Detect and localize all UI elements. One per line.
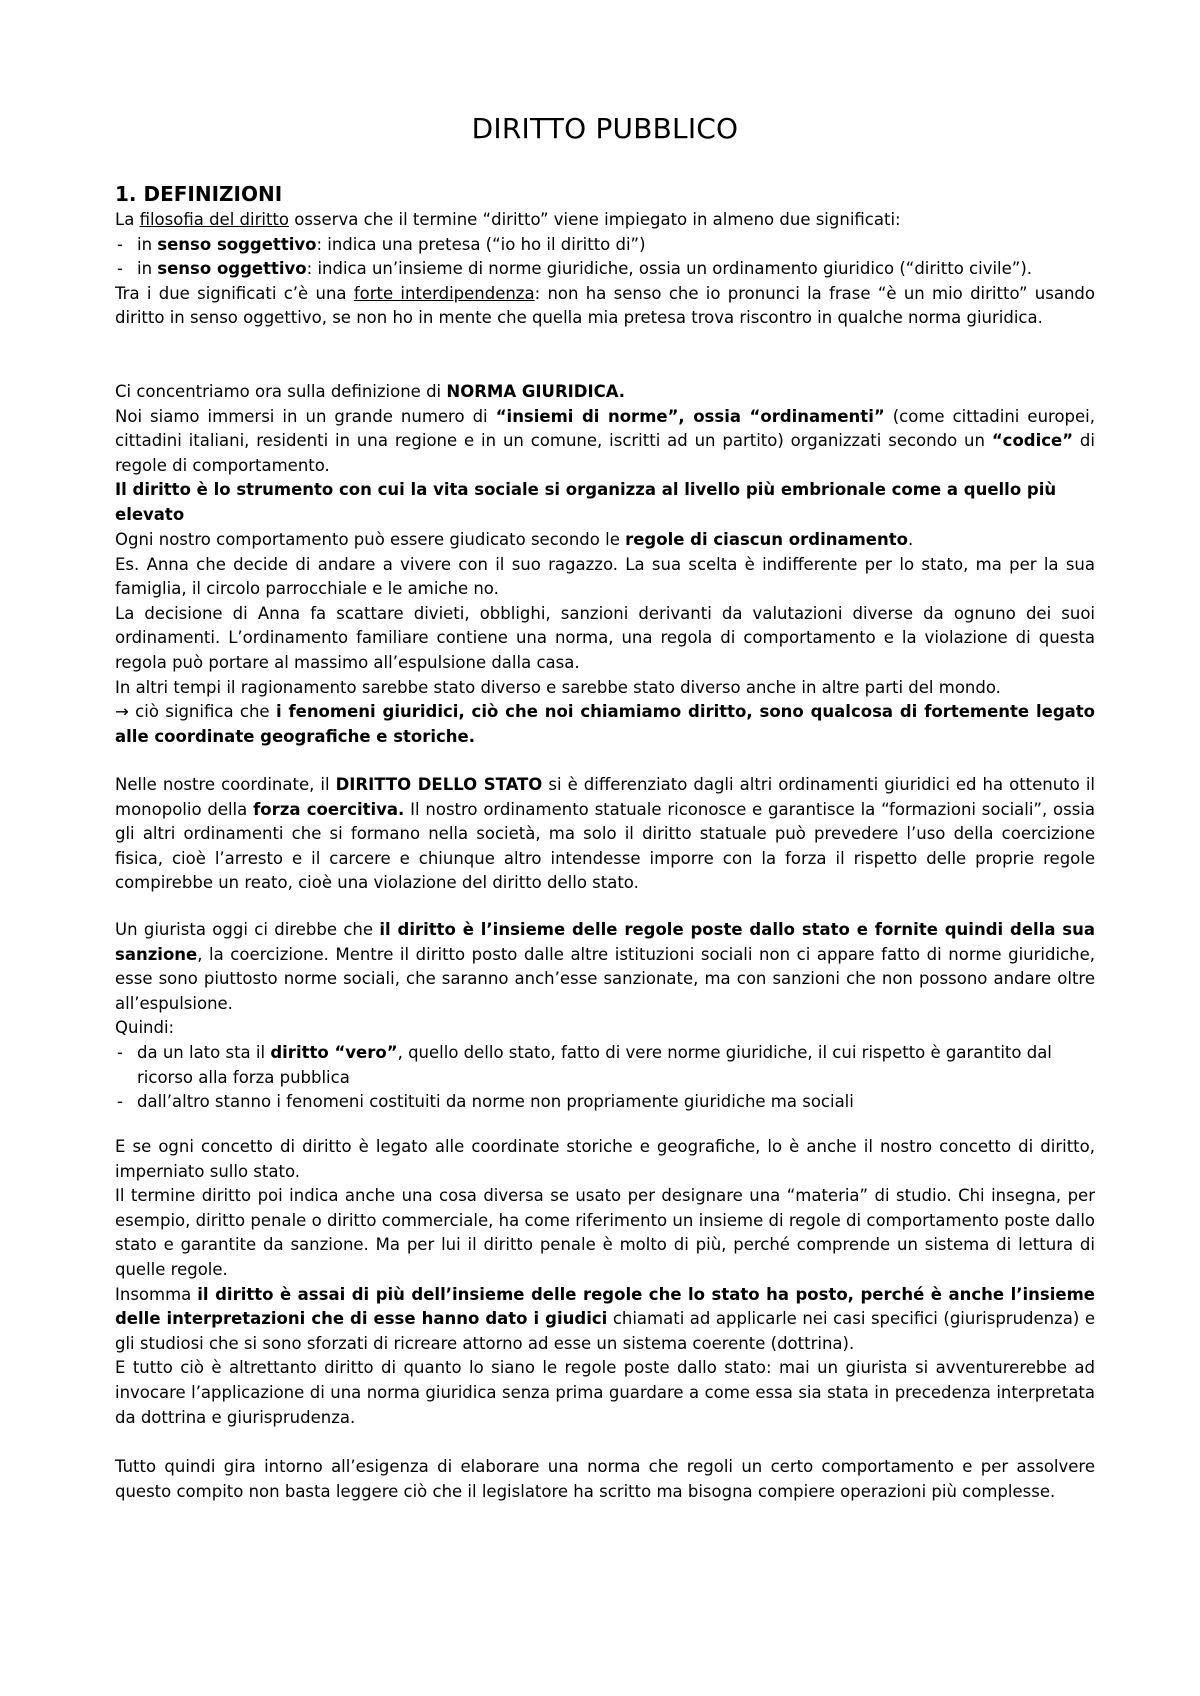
list-item: - in senso soggettivo: indica una pretesa (“io ho il diritto di”)	[115, 233, 1095, 258]
intro-paragraph: La filosofia del diritto osserva che il termine “diritto” viene impiegato in almeno due significati:	[115, 210, 901, 229]
list-item: - dall’altro stanno i fenomeni costituiti da norme non propriamente giuridiche ma sociali	[115, 1090, 1095, 1115]
paragraph-conclusione: Tutto quindi gira intorno all’esigenza di elaborare una norma che regoli un certo comportamento e per assolvere questo compito non basta leggere ciò che il legislatore ha scritto ma bisogna compiere operazioni più complesse.	[115, 1457, 1095, 1501]
key-statement: Il diritto è lo strumento con cui la vita sociale si organizza al livello più embrionale come a quello più elevato	[115, 480, 1057, 524]
paragraph-giurista: Un giurista oggi ci direbbe che il diritto è l’insieme delle regole poste dallo stato e fornite quindi della sua sanzione, la coercizione. Mentre il diritto posto dalle altre istituzioni sociali non ci appare fatto di norme giuridiche, esse sono piuttosto norme sociali, che saranno anch’esse sanzionate, ma con sanzioni che non possono andare oltre all’espulsione. Quindi: - da un lato sta il diritto “vero”, quello dello stato, fatto di vere norme giuridiche, il cui rispetto è garantito dal ricorso alla forza pubblica - dall’altro stanno i fenomeni costituiti da norme non propriamente giuridiche ma sociali	[115, 918, 1095, 1115]
section-heading: 1. DEFINIZIONI	[115, 182, 283, 206]
paragraph-norma-giuridica: Ci concentriamo ora sulla definizione di NORMA GIURIDICA. Noi siamo immersi in un grande numero di “insiemi di norme”, ossia “ordinamenti” (come cittadini europei, cittadini italiani, residenti in una regione e in un comune, iscritti ad un partito) organizzati secondo un “codice” di regole di comportamento. Il diritto è lo strumento con cui la vita sociale si organizza al livello più embrionale come a quello più elevato	[115, 382, 1096, 524]
paragraph-diritto-stato: Nelle nostre coordinate, il DIRITTO DELLO STATO si è differenziato dagli altri ordinamenti giuridici ed ha ottenuto il monopolio della forza coercitiva. Il nostro ordinamento statuale riconosce e garantisce la “formazioni sociali”, ossia gli altri ordinamenti che si formano nella società, ma solo il diritto statuale può prevedere l’uso della coercizione fisica, cioè l’arresto e il carcere e chiunque altro intendesse imporre con la forza il rispetto delle proprie regole compirebbe un reato, cioè una violazione del diritto dello stato.	[115, 775, 1096, 893]
interdependence-paragraph: Tra i due significati c’è una forte interdipendenza: non ha senso che io pronunci la frase “è un mio diritto” usando diritto in senso oggettivo, se non ho in mente che quella mia pretesa trova riscontro in qualche norma giuridica.	[115, 283, 1095, 328]
underlined-term: forte interdipendenza	[353, 283, 535, 303]
page-title: DIRITTO PUBBLICO	[471, 112, 739, 145]
paragraph-concetto-diritto: E se ogni concetto di diritto è legato alle coordinate storiche e geografiche, lo è anche il nostro concetto di diritto, imperniato sullo stato. Il termine diritto poi indica anche una cosa diversa se usato per designare una “materia” di studio. Chi insegna, per esempio, diritto penale o diritto commerciale, ha come riferimento un insieme di regole di comportamento poste dallo stato e garantite da sanzione. Ma per lui il diritto penale è molto di più, perché comprende un sistema di lettura di quelle regole. Insomma il diritto è assai di più dell’insieme delle regole che lo stato ha posto, perché è anche l’insieme delle interpretazioni che di esse hanno dato i giudici chiamati ad applicarle nei casi specifici (giurisprudenza) e gli studiosi che si sono sforzati di ricreare attorno ad esse un sistema coerente (dottrina). E tutto ciò è altrettanto diritto di quanto lo siano le regole poste dallo stato: mai un giurista si avventurerebbe ad invocare l’applicazione di una norma giuridica senza prima guardare a come essa sia stata in precedenza interpretata da dottrina e giurisprudenza.	[115, 1137, 1095, 1427]
paragraph-anna-example: Ogni nostro comportamento può essere giudicato secondo le regole di ciascun ordinamento. Es. Anna che decide di andare a vivere con il suo ragazzo. La sua scelta è indifferente per lo stato, ma per la sua famiglia, il circolo parrocchiale e le amiche no. La decisione di Anna fa scattare divieti, obblighi, sanzioni derivanti da valutazioni diverse da ognuno dei suoi ordinamenti. L’ordinamento familiare contiene una norma, una regola di comportamento e la violazione di questa regola può portare al massimo all’espulsione dalla casa. In altri tempi il ragionamento sarebbe stato diverso e sarebbe stato diverso anche in altre parti del mondo. → ciò significa che i fenomeni giuridici, ciò che noi chiamiamo diritto, sono qualcosa di fortemente legato alle coordinate geografiche e storiche.	[115, 530, 1095, 746]
section-definizioni	[115, 180, 1095, 331]
diritto-list	[115, 1041, 1095, 1115]
underlined-term: filosofia del diritto	[139, 210, 289, 229]
list-item: - in senso oggettivo: indica un’insieme di norme giuridiche, ossia un ordinamento giuridico (“diritto civile”).	[115, 257, 1095, 282]
list-item: - da un lato sta il diritto “vero”, quello dello stato, fatto di vere norme giuridiche, il cui rispetto è garantito dal ricorso alla forza pubblica	[115, 1041, 1095, 1090]
meaning-list	[115, 233, 1095, 282]
